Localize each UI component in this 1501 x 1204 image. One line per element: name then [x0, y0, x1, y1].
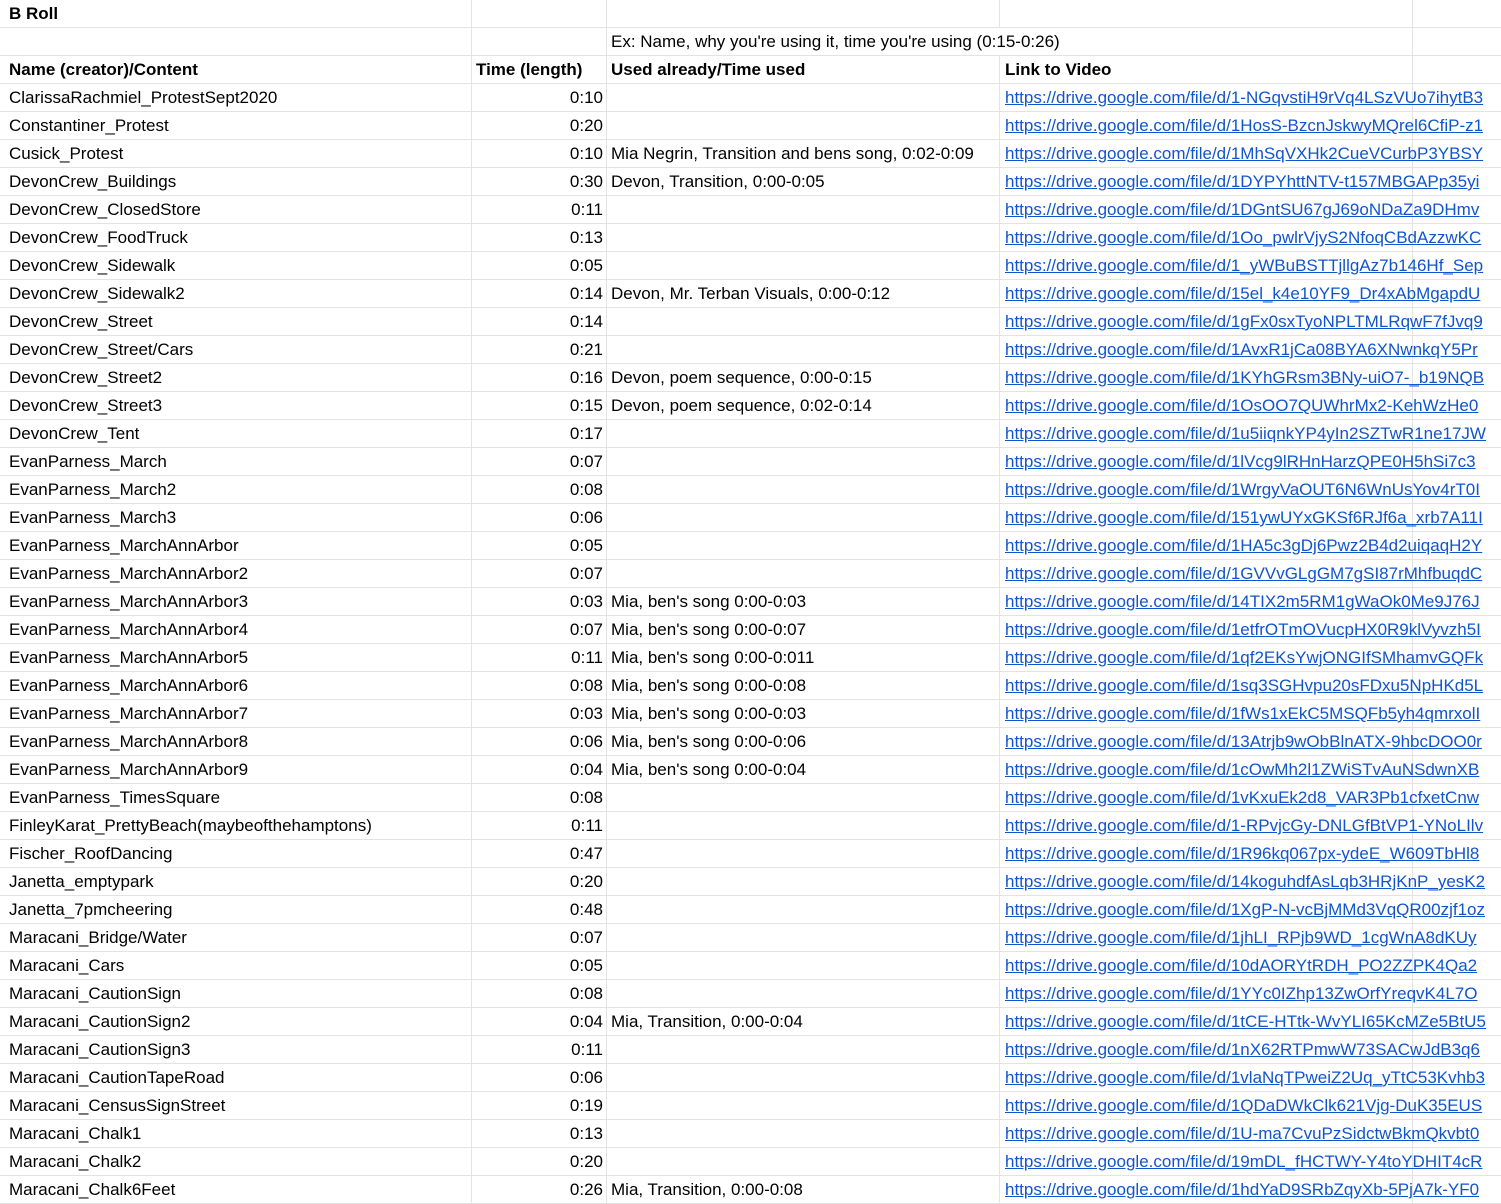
cell-link[interactable]: https://drive.google.com/file/d/1hdYaD9SRbZqyXb-5PjA7k-YF0	[1005, 1180, 1480, 1199]
cell-time[interactable]: 0:10	[569, 88, 603, 107]
cell-name[interactable]: DevonCrew_Sidewalk	[9, 256, 176, 275]
table-row	[0, 196, 1501, 224]
cell-used[interactable]: Mia, ben's song 0:00-0:011	[611, 648, 815, 667]
cell-time[interactable]: 0:06	[569, 732, 603, 751]
cell-name[interactable]: Constantiner_Protest	[9, 116, 169, 135]
cell-name[interactable]: Janetta_emptypark	[9, 872, 154, 891]
cell-link[interactable]: https://drive.google.com/file/d/1R96kq067px-ydeE_W609TbHl8	[1005, 844, 1480, 863]
cell-time[interactable]: 0:13	[569, 228, 603, 247]
cell-used[interactable]: Devon, poem sequence, 0:02-0:14	[611, 396, 872, 415]
cell-name[interactable]: Maracani_CautionTapeRoad	[9, 1068, 225, 1087]
cell-link[interactable]: https://drive.google.com/file/d/1KYhGRsm3BNy-uiO7-_b19NQB	[1005, 368, 1485, 387]
table-row	[0, 140, 1501, 168]
table-row	[0, 812, 1501, 840]
cell-time[interactable]: 0:04	[569, 760, 603, 779]
cell-name[interactable]: EvanParness_MarchAnnArbor	[9, 536, 239, 555]
cell-name[interactable]: Maracani_Chalk1	[9, 1124, 142, 1143]
table-row	[0, 84, 1501, 112]
cell-time[interactable]: 0:14	[569, 284, 603, 303]
cell-time[interactable]: 0:11	[571, 648, 603, 667]
cell-time[interactable]: 0:08	[569, 984, 603, 1003]
cell-link[interactable]: https://drive.google.com/file/d/1jhLI_RPjb9WD_1cgWnA8dKUy	[1005, 928, 1477, 947]
cell-link[interactable]: https://drive.google.com/file/d/19mDL_fHCTWY-Y4toYDHIT4cR	[1005, 1152, 1483, 1171]
cell-used[interactable]: Mia, Transition, 0:00-0:08	[611, 1180, 803, 1199]
table-row	[0, 112, 1501, 140]
cell-link[interactable]: https://drive.google.com/file/d/1YYc0IZhp13ZwOrfYreqvK4L7O	[1005, 984, 1478, 1003]
cell-link[interactable]: https://drive.google.com/file/d/1fWs1xEkC5MSQFb5yh4qmrxolI	[1005, 704, 1481, 723]
cell-link[interactable]: https://drive.google.com/file/d/1lVcg9lRHnHarzQPE0H5hSi7c3	[1005, 452, 1476, 471]
cell-name[interactable]: DevonCrew_ClosedStore	[9, 200, 201, 219]
cell-name[interactable]: EvanParness_March	[9, 452, 167, 471]
table-row	[0, 616, 1501, 644]
cell-used[interactable]: Mia, ben's song 0:00-0:07	[611, 620, 807, 639]
cell-name[interactable]: DevonCrew_Street3	[9, 396, 163, 415]
cell-time[interactable]: 0:05	[569, 956, 603, 975]
cell-time[interactable]: 0:20	[569, 1152, 603, 1171]
table-row	[0, 896, 1501, 924]
usage-note[interactable]: Ex: Name, why you're using it, time you're using (0:15-0:26)	[611, 32, 1060, 51]
header-time[interactable]: Time (length)	[476, 60, 583, 79]
cell-name[interactable]: Fischer_RoofDancing	[9, 844, 173, 863]
cell-link[interactable]: https://drive.google.com/file/d/1cOwMh2l1ZWiSTvAuNSdwnXB	[1005, 760, 1480, 779]
cell-name[interactable]: Janetta_7pmcheering	[9, 900, 173, 919]
sheet-title[interactable]: B Roll	[9, 4, 59, 23]
cell-used[interactable]: Mia, ben's song 0:00-0:06	[611, 732, 807, 751]
table-row	[0, 1120, 1501, 1148]
cell-time[interactable]: 0:03	[569, 704, 603, 723]
cell-name[interactable]: DevonCrew_Sidewalk2	[9, 284, 185, 303]
cell-name[interactable]: Maracani_CensusSignStreet	[9, 1096, 226, 1115]
cell-name[interactable]: DevonCrew_FoodTruck	[9, 228, 188, 247]
table-row	[0, 952, 1501, 980]
cell-time[interactable]: 0:05	[569, 536, 603, 555]
cell-name[interactable]: DevonCrew_Tent	[9, 424, 140, 443]
cell-time[interactable]: 0:07	[569, 928, 603, 947]
header-name[interactable]: Name (creator)/Content	[9, 60, 198, 79]
table-row	[0, 1092, 1501, 1120]
cell-name[interactable]: EvanParness_TimesSquare	[9, 788, 221, 807]
cell-time[interactable]: 0:11	[571, 1040, 603, 1059]
cell-time[interactable]: 0:06	[569, 508, 603, 527]
cell-name[interactable]: ClarissaRachmiel_ProtestSept2020	[9, 88, 278, 107]
cell-used[interactable]: Mia, ben's song 0:00-0:03	[611, 592, 807, 611]
table-row	[0, 980, 1501, 1008]
table-row	[0, 756, 1501, 784]
cell-time[interactable]: 0:20	[569, 872, 603, 891]
table-row	[0, 644, 1501, 672]
cell-link[interactable]: https://drive.google.com/file/d/1gFx0sxTyoNPLTMLRqwF7fJvq9	[1005, 312, 1483, 331]
cell-time[interactable]: 0:07	[569, 620, 603, 639]
cell-time[interactable]: 0:14	[569, 312, 603, 331]
cell-link[interactable]: https://drive.google.com/file/d/1u5iiqnkYP4yIn2SZTwR1ne17JW	[1005, 424, 1486, 443]
cell-link[interactable]: https://drive.google.com/file/d/1GVVvGLgGM7gSI87rMhfbuqdC	[1005, 564, 1483, 583]
cell-time[interactable]: 0:15	[569, 396, 603, 415]
table-row	[0, 448, 1501, 476]
table-row	[0, 168, 1501, 196]
cell-name[interactable]: Maracani_CautionSign2	[9, 1012, 191, 1031]
cell-time[interactable]: 0:17	[569, 424, 603, 443]
cell-time[interactable]: 0:08	[569, 480, 603, 499]
cell-time[interactable]: 0:30	[569, 172, 603, 191]
cell-time[interactable]: 0:04	[569, 1012, 603, 1031]
table-row	[0, 224, 1501, 252]
cell-link[interactable]: https://drive.google.com/file/d/1-RPvjcGy-DNLGfBtVP1-YNoLIlv	[1005, 816, 1484, 835]
cell-link[interactable]: https://drive.google.com/file/d/10dAORYtRDH_PO2ZZPK4Qa2	[1005, 956, 1478, 975]
cell-used[interactable]: Devon, Transition, 0:00-0:05	[611, 172, 825, 191]
cell-name[interactable]: FinleyKarat_PrettyBeach(maybeofthehamptons)	[9, 816, 372, 835]
cell-time[interactable]: 0:48	[569, 900, 603, 919]
cell-time[interactable]: 0:11	[571, 816, 603, 835]
table-row	[0, 588, 1501, 616]
cell-used[interactable]: Mia, Transition, 0:00-0:04	[611, 1012, 803, 1031]
cell-name[interactable]: EvanParness_MarchAnnArbor9	[9, 760, 249, 779]
cell-time[interactable]: 0:07	[569, 564, 603, 583]
cell-link[interactable]: https://drive.google.com/file/d/1HA5c3gDj6Pwz2B4d2uiqaqH2Y	[1005, 536, 1483, 555]
cell-time[interactable]: 0:20	[569, 116, 603, 135]
cell-link[interactable]: https://drive.google.com/file/d/1DGntSU67gJ69oNDaZa9DHmv	[1005, 200, 1480, 219]
cell-name[interactable]: DevonCrew_Street/Cars	[9, 340, 194, 359]
cell-link[interactable]: https://drive.google.com/file/d/1vKxuEk2d8_VAR3Pb1cfxetCnw	[1005, 788, 1480, 807]
cell-time[interactable]: 0:05	[569, 256, 603, 275]
cell-time[interactable]: 0:13	[569, 1124, 603, 1143]
cell-link[interactable]: https://drive.google.com/file/d/151ywUYxGKSf6RJf6a_xrb7A11I	[1005, 508, 1483, 527]
cell-link[interactable]: https://drive.google.com/file/d/1qf2EKsYwjONGIfSMhamvGQFk	[1005, 648, 1484, 667]
table-row	[0, 252, 1501, 280]
cell-name[interactable]: Maracani_CautionSign	[9, 984, 181, 1003]
cell-name[interactable]: Maracani_Chalk6Feet	[9, 1180, 176, 1199]
cell-time[interactable]: 0:21	[569, 340, 603, 359]
table-row	[0, 840, 1501, 868]
header-used[interactable]: Used already/Time used	[611, 60, 806, 79]
cell-link[interactable]: https://drive.google.com/file/d/1sq3SGHvpu20sFDxu5NpHKd5L	[1005, 676, 1484, 695]
cell-link[interactable]: https://drive.google.com/file/d/14TIX2m5RM1gWaOk0Me9J76J	[1005, 592, 1480, 611]
cell-name[interactable]: EvanParness_MarchAnnArbor3	[9, 592, 249, 611]
table-row	[0, 700, 1501, 728]
cell-used[interactable]: Devon, poem sequence, 0:00-0:15	[611, 368, 872, 387]
cell-name[interactable]: Maracani_Bridge/Water	[9, 928, 187, 947]
cell-name[interactable]: Maracani_Chalk2	[9, 1152, 142, 1171]
cell-time[interactable]: 0:47	[569, 844, 603, 863]
cell-time[interactable]: 0:03	[569, 592, 603, 611]
cell-used[interactable]: Mia Negrin, Transition and bens song, 0:02-0:09	[611, 144, 974, 163]
table-row	[0, 504, 1501, 532]
table-row	[0, 308, 1501, 336]
cell-time[interactable]: 0:07	[569, 452, 603, 471]
cell-link[interactable]: https://drive.google.com/file/d/1tCE-HTtk-WvYLI65KcMZe5BtU5	[1005, 1012, 1486, 1031]
cell-name[interactable]: EvanParness_MarchAnnArbor8	[9, 732, 249, 751]
cell-time[interactable]: 0:26	[569, 1180, 603, 1199]
cell-link[interactable]: https://drive.google.com/file/d/1DYPYhttNTV-t157MBGAPp35yi	[1005, 172, 1480, 191]
table-row	[0, 784, 1501, 812]
cell-link[interactable]: https://drive.google.com/file/d/1_yWBuBSTTjllgAz7b146Hf_Sep	[1005, 256, 1484, 275]
cell-link[interactable]: https://drive.google.com/file/d/1U-ma7CvuPzSidctwBkmQkvbt0	[1005, 1124, 1480, 1143]
cell-link[interactable]: https://drive.google.com/file/d/1HosS-BzcnJskwyMQrel6CfiP-z1	[1005, 116, 1484, 135]
cell-time[interactable]: 0:19	[569, 1096, 603, 1115]
cell-used[interactable]: Devon, Mr. Terban Visuals, 0:00-0:12	[611, 284, 891, 303]
table-row	[0, 1064, 1501, 1092]
cell-name[interactable]: Maracani_CautionSign3	[9, 1040, 191, 1059]
table-row	[0, 336, 1501, 364]
cell-name[interactable]: EvanParness_MarchAnnArbor2	[9, 564, 249, 583]
cell-link[interactable]: https://drive.google.com/file/d/1vlaNqTPweiZ2Uq_yTtC53Kvhb3	[1005, 1068, 1486, 1087]
table-row	[0, 1148, 1501, 1176]
table-row	[0, 728, 1501, 756]
table-row	[0, 1176, 1501, 1204]
cell-used[interactable]: Mia, ben's song 0:00-0:03	[611, 704, 807, 723]
cell-time[interactable]: 0:10	[569, 144, 603, 163]
table-row	[0, 1036, 1501, 1064]
header-row	[0, 56, 1501, 84]
cell-time[interactable]: 0:08	[569, 788, 603, 807]
note-row	[0, 28, 1501, 56]
table-row	[0, 868, 1501, 896]
table-row	[0, 420, 1501, 448]
cell-name[interactable]: EvanParness_MarchAnnArbor4	[9, 620, 249, 639]
cell-link[interactable]: https://drive.google.com/file/d/1OsOO7QUWhrMx2-KehWzHe0	[1005, 396, 1479, 415]
table-row	[0, 672, 1501, 700]
table-row	[0, 364, 1501, 392]
cell-time[interactable]: 0:16	[569, 368, 603, 387]
table-row	[0, 560, 1501, 588]
cell-link[interactable]: https://drive.google.com/file/d/1-NGqvstiH9rVq4LSzVUo7ihytB3	[1005, 88, 1484, 107]
cell-name[interactable]: EvanParness_March2	[9, 480, 177, 499]
table-row	[0, 532, 1501, 560]
cell-link[interactable]: https://drive.google.com/file/d/1MhSqVXHk2CueVCurbP3YBSY	[1005, 144, 1484, 163]
cell-link[interactable]: https://drive.google.com/file/d/1XgP-N-vcBjMMd3VqQR00zjf1oz	[1005, 900, 1485, 919]
cell-link[interactable]: https://drive.google.com/file/d/1Oo_pwlrVjyS2NfoqCBdAzzwKC	[1005, 228, 1482, 247]
cell-time[interactable]: 0:06	[569, 1068, 603, 1087]
table-row	[0, 476, 1501, 504]
cell-name[interactable]: EvanParness_MarchAnnArbor7	[9, 704, 249, 723]
table-row	[0, 1008, 1501, 1036]
cell-link[interactable]: https://drive.google.com/file/d/1AvxR1jCa08BYA6XNwnkqY5Pr	[1005, 340, 1478, 359]
cell-name[interactable]: EvanParness_MarchAnnArbor5	[9, 648, 249, 667]
table-row	[0, 280, 1501, 308]
cell-used[interactable]: Mia, ben's song 0:00-0:08	[611, 676, 807, 695]
cell-link[interactable]: https://drive.google.com/file/d/1nX62RTPmwW73SACwJdB3q6	[1005, 1040, 1480, 1059]
cell-used[interactable]: Mia, ben's song 0:00-0:04	[611, 760, 807, 779]
cell-link[interactable]: https://drive.google.com/file/d/1WrgyVaOUT6N6WnUsYov4rT0I	[1005, 480, 1480, 499]
title-row	[0, 0, 1501, 28]
table-row	[0, 392, 1501, 420]
cell-name[interactable]: DevonCrew_Street2	[9, 368, 163, 387]
cell-name[interactable]: EvanParness_March3	[9, 508, 177, 527]
cell-name[interactable]: DevonCrew_Buildings	[9, 172, 177, 191]
cell-link[interactable]: https://drive.google.com/file/d/14koguhdfAsLqb3HRjKnP_yesK2	[1005, 872, 1486, 891]
cell-link[interactable]: https://drive.google.com/file/d/1etfrOTmOVucpHX0R9klVyvzh5I	[1005, 620, 1481, 639]
header-link[interactable]: Link to Video	[1005, 60, 1112, 79]
cell-name[interactable]: Maracani_Cars	[9, 956, 125, 975]
cell-name[interactable]: EvanParness_MarchAnnArbor6	[9, 676, 249, 695]
cell-name[interactable]: DevonCrew_Street	[9, 312, 153, 331]
cell-name[interactable]: Cusick_Protest	[9, 144, 124, 163]
table-row	[0, 924, 1501, 952]
cell-time[interactable]: 0:11	[571, 200, 603, 219]
cell-link[interactable]: https://drive.google.com/file/d/13Atrjb9wObBlnATX-9hbcDOO0r	[1005, 732, 1482, 751]
cell-link[interactable]: https://drive.google.com/file/d/15el_k4e10YF9_Dr4xAbMgapdU	[1005, 284, 1481, 303]
cell-time[interactable]: 0:08	[569, 676, 603, 695]
cell-link[interactable]: https://drive.google.com/file/d/1QDaDWkClk621Vjg-DuK35EUS	[1005, 1096, 1483, 1115]
